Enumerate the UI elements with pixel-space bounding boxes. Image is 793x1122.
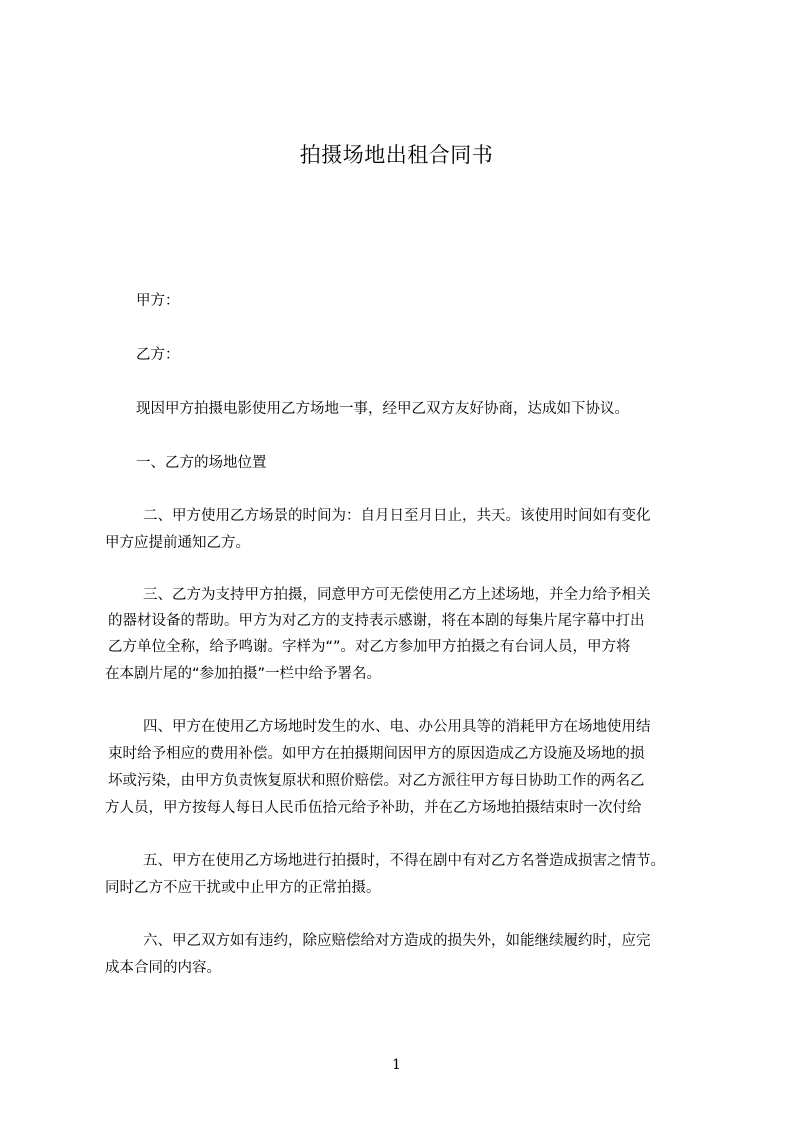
- clause-3-line-2: 的器材设备的帮助。甲方为对乙方的支持表示感谢，将在本剧的每集片尾字幕中打出: [108, 613, 645, 629]
- intro-paragraph: 现因甲方拍摄电影使用乙方场地一事，经甲乙双方友好协商，达成如下协议。: [136, 401, 629, 417]
- clause-6-line-2: 成本合同的内容。: [105, 960, 221, 976]
- party-b-line: 乙方：: [136, 347, 180, 363]
- document-title: 拍摄场地出租合同书: [299, 143, 494, 167]
- party-a-line: 甲方：: [136, 293, 180, 309]
- clause-5-line-1: 五、甲方在使用乙方场地进行拍摄时，不得在剧中有对乙方名誉造成损害之情节。: [143, 853, 665, 869]
- clause-4-line-4: 方人员，甲方按每人每日人民币伍拾元给予补助，并在乙方场地拍摄结束时一次付给: [105, 800, 642, 816]
- clause-1-heading: 一、乙方的场地位置: [136, 455, 267, 471]
- page-number: 1: [392, 1057, 401, 1073]
- clause-2-line-2: 甲方应提前通知乙方。: [105, 535, 250, 551]
- clause-2-line-1: 二、甲方使用乙方场景的时间为：自月日至月日止，共天。该使用时间如有变化: [143, 508, 651, 524]
- clause-6-line-1: 六、甲乙双方如有违约，除应赔偿给对方造成的损失外，如能继续履约时，应完: [143, 933, 651, 949]
- clause-3-line-4: 在本剧片尾的“参加拍摄”一栏中给予署名。: [105, 666, 382, 682]
- clause-3-line-1: 三、乙方为支持甲方拍摄，同意甲方可无偿使用乙方上述场地，并全力给予相关: [143, 587, 651, 603]
- clause-4-line-1: 四、甲方在使用乙方场地时发生的水、电、办公用具等的消耗甲方在场地使用结: [143, 719, 651, 735]
- clause-4-line-3: 坏或污染，由甲方负责恢复原状和照价赔偿。对乙方派往甲方每日协助工作的两名乙: [108, 773, 645, 789]
- clause-4-line-2: 束时给予相应的费用补偿。如甲方在拍摄期间因甲方的原因造成乙方设施及场地的损: [108, 746, 645, 762]
- clause-3-line-3: 乙方单位全称，给予鸣谢。字样为“”。对乙方参加甲方拍摄之有台词人员，甲方将: [108, 639, 631, 655]
- clause-5-line-2: 同时乙方不应干扰或中止甲方的正常拍摄。: [105, 880, 381, 896]
